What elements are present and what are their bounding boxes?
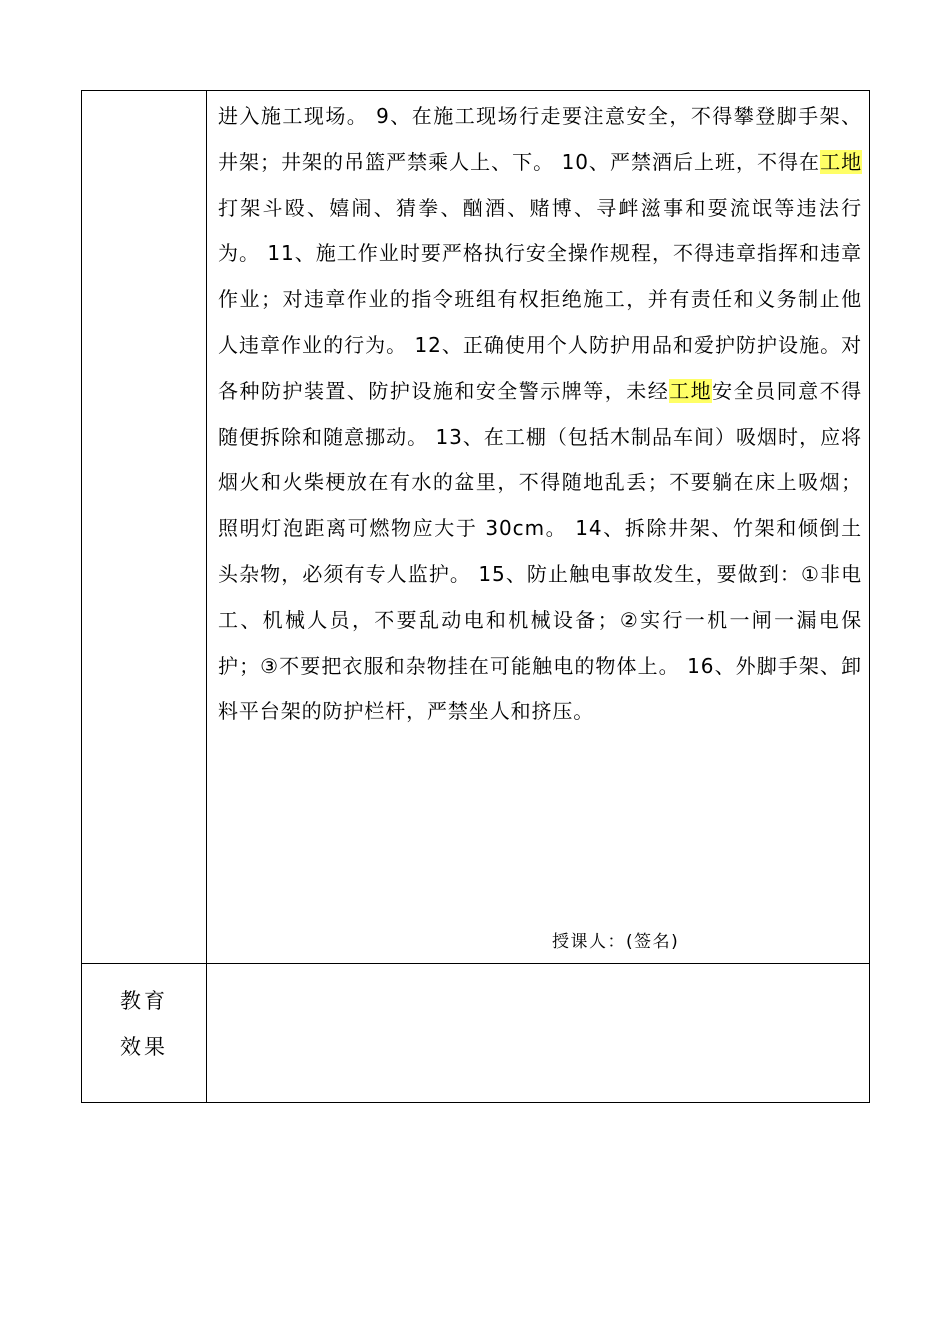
rules-segment: 安全员同意不得随便拆除和随意挪动。 13、在工棚（包括木制品车间）吸烟时，应将烟火和火柴梗放在有水的盆里，不得随地乱丢；不要躺在床上吸烟；照明灯泡距离可燃物应大于 30cm。 14、拆除井架、竹架和倾倒土头杂物，必须有专人监护。 15、防止触电事故发生，要做到：①非电工、机械人员，不要乱动电和机械设备；②实行一机一闸一漏电保护；③不要把衣服和杂物挂在可能触电的物体上。 16、外脚手架、卸料平台架的防护栏杆，严禁坐人和挤压。 (218, 378, 862, 724)
effect-value-cell (207, 964, 870, 1103)
effect-label-cell (82, 964, 207, 1103)
signer-label: 授课人：(签名) (552, 932, 680, 952)
highlighted-term: 工地 (669, 378, 713, 403)
rules-segment: 进入施工现场。 9、在施工现场行走要注意安全，不得攀登脚手架、井架；井架的吊篮严禁乘人上、下。 10、严禁酒后上班，不得在 (218, 104, 862, 174)
highlighted-term: 工地 (820, 149, 862, 174)
content-label-cell (82, 91, 207, 964)
content-row (82, 91, 870, 964)
effect-row (82, 964, 870, 1103)
lesson-record-table (81, 90, 870, 1103)
rules-segment: 打架斗殴、嬉闹、猜拳、酗酒、赌博、寻衅滋事和耍流氓等违法行为。 11、施工作业时要严格执行安全操作规程，不得违章指挥和违章作业；对违章作业的指令班组有权拒绝施工，并有责任和义务制止他人违章作业的行为。 12、正确使用个人防护用品和爱护防护设施。对各种防护装置、防护设施和安全警示牌等，未经 (218, 195, 862, 403)
safety-rules-paragraph (218, 94, 862, 735)
content-cell (207, 91, 870, 964)
effect-label: 教育效果 (120, 989, 168, 1059)
